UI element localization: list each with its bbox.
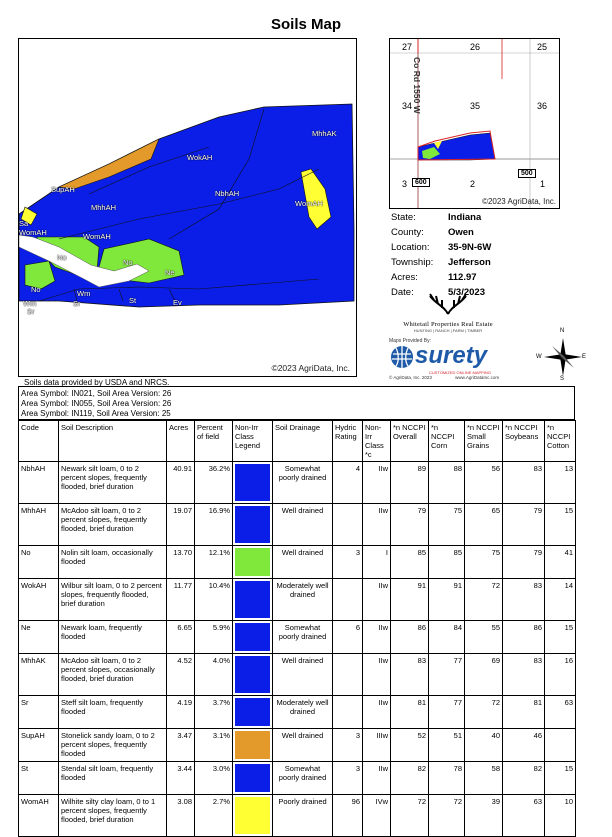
cell-percent: 3.0% [195, 762, 233, 795]
cell-code: MhhAK [19, 654, 59, 696]
table-row [19, 546, 576, 579]
cell-hydric [333, 654, 363, 696]
cell-nccpi-small-grains: 55 [465, 621, 503, 654]
cell-nccpi-overall: 85 [391, 546, 429, 579]
cell-percent: 3.7% [195, 696, 233, 729]
col-header: *n NCCPI Soybeans [503, 421, 545, 462]
cell-percent: 16.9% [195, 504, 233, 546]
section-number: 3 [402, 179, 408, 189]
cell-nccpi-overall: 83 [391, 654, 429, 696]
cell-class: IVw [363, 795, 391, 837]
cell-nccpi-corn: 72 [429, 795, 465, 837]
cell-code: WokAH [19, 579, 59, 621]
cell-percent: 3.1% [195, 729, 233, 762]
cell-nccpi-small-grains: 72 [465, 579, 503, 621]
cell-drainage: Well drained [273, 504, 333, 546]
map-label: No [57, 253, 67, 262]
col-header: Hydric Rating [333, 421, 363, 462]
area-symbols [18, 386, 575, 420]
col-header: Non-Irr Class Legend [233, 421, 273, 462]
map-label: Sa [19, 219, 29, 228]
cell-hydric: 3 [333, 729, 363, 762]
compass-icon [540, 332, 586, 382]
cell-hydric: 4 [333, 462, 363, 504]
legend-swatch [235, 581, 270, 618]
cell-nccpi-soybeans: 63 [503, 795, 545, 837]
cell-nccpi-cotton: 14 [545, 579, 576, 621]
cell-nccpi-small-grains: 39 [465, 795, 503, 837]
cell-legend [233, 579, 273, 621]
cell-percent: 2.7% [195, 795, 233, 837]
cell-nccpi-soybeans: 46 [503, 729, 545, 762]
cell-nccpi-cotton: 15 [545, 621, 576, 654]
col-header: Soil Drainage [273, 421, 333, 462]
compass-s: S [560, 376, 565, 382]
compass-n: N [560, 328, 565, 334]
cell-nccpi-soybeans: 81 [503, 696, 545, 729]
legend-swatch [235, 731, 270, 759]
location-map[interactable] [389, 38, 560, 209]
cell-nccpi-overall: 82 [391, 762, 429, 795]
cell-drainage: Well drained [273, 729, 333, 762]
cell-acres: 4.19 [167, 696, 195, 729]
cell-nccpi-cotton: 63 [545, 696, 576, 729]
cell-nccpi-corn: 84 [429, 621, 465, 654]
table-row [19, 504, 576, 546]
section-number: 35 [470, 101, 481, 111]
surety-wordmark: surety [415, 342, 488, 369]
section-number: 26 [470, 42, 481, 52]
cell-class: IIw [363, 579, 391, 621]
cell-nccpi-soybeans: 83 [503, 579, 545, 621]
compass-e: E [582, 354, 587, 360]
soils-table [18, 420, 576, 837]
info-row-acres: Acres: 112.97 [391, 272, 477, 283]
cell-percent: 5.9% [195, 621, 233, 654]
cell-nccpi-small-grains: 75 [465, 546, 503, 579]
cell-code: SupAH [19, 729, 59, 762]
cell-code: MhhAH [19, 504, 59, 546]
cell-drainage: Somewhat poorly drained [273, 621, 333, 654]
cell-nccpi-soybeans: 79 [503, 504, 545, 546]
col-header: *n NCCPI Small Grains [465, 421, 503, 462]
map-label: Ev [173, 298, 182, 307]
cell-nccpi-small-grains: 40 [465, 729, 503, 762]
cell-acres: 3.47 [167, 729, 195, 762]
table-row [19, 729, 576, 762]
cell-legend [233, 462, 273, 504]
cell-description: Stonelick sandy loam, 0 to 2 percent slopes, frequently flooded [59, 729, 167, 762]
map-label: SupAH [51, 185, 75, 194]
cell-nccpi-soybeans: 83 [503, 462, 545, 504]
cell-class: IIIw [363, 729, 391, 762]
route-shield: 500 [518, 169, 536, 178]
map-label: NbhAH [215, 189, 240, 198]
cell-nccpi-small-grains: 72 [465, 696, 503, 729]
cell-nccpi-overall: 52 [391, 729, 429, 762]
cell-nccpi-cotton: 15 [545, 762, 576, 795]
cell-code: Sr [19, 696, 59, 729]
cell-code: St [19, 762, 59, 795]
inset-copyright: ©2023 AgriData, Inc. [482, 197, 556, 206]
cell-legend [233, 729, 273, 762]
section-number: 2 [470, 179, 476, 189]
table-row [19, 462, 576, 504]
cell-nccpi-small-grains: 65 [465, 504, 503, 546]
legend-swatch [235, 506, 270, 543]
legend-swatch [235, 464, 270, 501]
cell-acres: 19.07 [167, 504, 195, 546]
map-label: Wm [23, 299, 37, 308]
map-label: Ne [165, 268, 175, 277]
legend-swatch [235, 764, 270, 792]
cell-nccpi-corn: 77 [429, 654, 465, 696]
info-row-location: Location: 35-9N-6W [391, 242, 492, 253]
col-header: *n NCCPI Cotton [545, 421, 576, 462]
cell-acres: 4.52 [167, 654, 195, 696]
compass-w: W [536, 354, 542, 360]
cell-drainage: Poorly drained [273, 795, 333, 837]
cell-class: I [363, 546, 391, 579]
table-header-row [19, 421, 576, 462]
info-row-township: Township: Jefferson [391, 257, 491, 268]
cell-drainage: Somewhat poorly drained [273, 762, 333, 795]
area-symbol-line: Area Symbol: IN119, Soil Area Version: 25 [21, 408, 171, 418]
info-row-date: Date: 5/3/2023 [391, 287, 485, 298]
table-row [19, 696, 576, 729]
cell-legend [233, 696, 273, 729]
map-label: Sr [73, 299, 81, 308]
section-number: 25 [537, 42, 548, 52]
cell-legend [233, 546, 273, 579]
cell-nccpi-cotton: 15 [545, 504, 576, 546]
whitetail-name: Whitetail Properties Real Estate [403, 321, 493, 328]
cell-percent: 4.0% [195, 654, 233, 696]
col-header: Soil Description [59, 421, 167, 462]
legend-swatch [235, 548, 270, 576]
cell-nccpi-cotton: 10 [545, 795, 576, 837]
cell-code: No [19, 546, 59, 579]
map-label: MhhAH [91, 203, 117, 212]
section-number: 34 [402, 101, 413, 111]
col-header: *n NCCPI Overall [391, 421, 429, 462]
map-label: St [129, 296, 137, 305]
cell-description: McAdoo silt loam, 0 to 2 percent slopes, occasionally flooded, brief duration [59, 654, 167, 696]
cell-nccpi-soybeans: 82 [503, 762, 545, 795]
cell-drainage: Moderately well drained [273, 579, 333, 621]
col-header: Non-Irr Class *c [363, 421, 391, 462]
cell-description: McAdoo silt loam, 0 to 2 percent slopes, frequently flooded, brief duration [59, 504, 167, 546]
cell-nccpi-overall: 86 [391, 621, 429, 654]
cell-code: NbhAH [19, 462, 59, 504]
compass-rose [536, 328, 587, 382]
whitetail-logo [388, 292, 508, 336]
col-header: Acres [167, 421, 195, 462]
table-row [19, 762, 576, 795]
cell-nccpi-overall: 89 [391, 462, 429, 504]
maps-provided-label: Maps Provided By: [389, 338, 431, 344]
map-label: Wm [77, 289, 91, 298]
cell-description: Stendal silt loam, frequently flooded [59, 762, 167, 795]
cell-acres: 6.65 [167, 621, 195, 654]
cell-nccpi-corn: 91 [429, 579, 465, 621]
legend-swatch [235, 698, 270, 726]
cell-description: Wilbur silt loam, 0 to 2 percent slopes, frequently flooded, brief duration [59, 579, 167, 621]
cell-hydric: 96 [333, 795, 363, 837]
cell-acres: 3.44 [167, 762, 195, 795]
area-symbol-line: Area Symbol: IN055, Soil Area Version: 26 [21, 398, 172, 408]
cell-percent: 36.2% [195, 462, 233, 504]
map-label: No [31, 285, 41, 294]
data-source-note: Soils data provided by USDA and NRCS. [24, 378, 170, 387]
cell-nccpi-overall: 72 [391, 795, 429, 837]
table-row [19, 654, 576, 696]
cell-drainage: Moderately well drained [273, 696, 333, 729]
cell-percent: 10.4% [195, 579, 233, 621]
legend-swatch [235, 656, 270, 693]
cell-legend [233, 762, 273, 795]
cell-nccpi-corn: 88 [429, 462, 465, 504]
table-row [19, 795, 576, 837]
cell-class: IIw [363, 462, 391, 504]
cell-nccpi-cotton: 16 [545, 654, 576, 696]
cell-nccpi-overall: 79 [391, 504, 429, 546]
cell-nccpi-overall: 91 [391, 579, 429, 621]
cell-class: IIw [363, 504, 391, 546]
cell-class: IIw [363, 696, 391, 729]
map-label: WomAH [19, 228, 47, 237]
cell-hydric [333, 504, 363, 546]
table-row [19, 579, 576, 621]
map-label: WomAH [83, 232, 111, 241]
cell-nccpi-corn: 75 [429, 504, 465, 546]
cell-nccpi-cotton [545, 729, 576, 762]
cell-nccpi-corn: 77 [429, 696, 465, 729]
surety-logo [389, 338, 539, 382]
cell-acres: 13.70 [167, 546, 195, 579]
location-info [391, 210, 561, 300]
map-label: WokAH [187, 153, 213, 162]
cell-description: Newark loam, frequently flooded [59, 621, 167, 654]
cell-acres: 3.08 [167, 795, 195, 837]
cell-nccpi-small-grains: 69 [465, 654, 503, 696]
section-number: 1 [540, 179, 546, 189]
surety-url: www.AgriDataInc.com [455, 375, 500, 380]
legend-swatch [235, 797, 270, 834]
section-number: 27 [402, 42, 413, 52]
cell-drainage: Well drained [273, 654, 333, 696]
map-label: MhhAK [312, 129, 337, 138]
cell-description: Newark silt loam, 0 to 2 percent slopes, frequently flooded, brief duration [59, 462, 167, 504]
cell-acres: 11.77 [167, 579, 195, 621]
col-header: *n NCCPI Corn [429, 421, 465, 462]
info-row-county: County: Owen [391, 227, 474, 238]
map-label: Sr [27, 307, 35, 316]
cell-code: WomAH [19, 795, 59, 837]
map-copyright: ©2023 AgriData, Inc. [271, 363, 350, 373]
cell-acres: 40.91 [167, 462, 195, 504]
cell-percent: 12.1% [195, 546, 233, 579]
soils-map[interactable] [18, 38, 357, 377]
cell-nccpi-soybeans: 86 [503, 621, 545, 654]
page-title: Soils Map [270, 16, 341, 33]
surety-tagline: CUSTOMIZED ONLINE MAPPING [429, 370, 491, 375]
cell-hydric: 3 [333, 762, 363, 795]
road-label: Co Rd 1550 W [412, 57, 422, 114]
cell-nccpi-small-grains: 58 [465, 762, 503, 795]
cell-nccpi-corn: 85 [429, 546, 465, 579]
whitetail-tagline: HUNTING | RANCH | FARM | TIMBER [413, 328, 483, 333]
map-label: No [123, 258, 133, 267]
cell-description: Steff silt loam, frequently flooded [59, 696, 167, 729]
table-row [19, 621, 576, 654]
area-symbol-line: Area Symbol: IN021, Soil Area Version: 26 [21, 389, 172, 398]
antler-icon [424, 292, 472, 316]
cell-nccpi-small-grains: 56 [465, 462, 503, 504]
cell-drainage: Well drained [273, 546, 333, 579]
cell-nccpi-soybeans: 83 [503, 654, 545, 696]
cell-description: Wilhite silty clay loam, 0 to 1 percent slopes, frequently flooded, brief duration [59, 795, 167, 837]
col-header: Percent of field [195, 421, 233, 462]
info-row-state: State: Indiana [391, 212, 482, 223]
cell-drainage: Somewhat poorly drained [273, 462, 333, 504]
legend-swatch [235, 623, 270, 651]
route-shield: 600 [412, 178, 430, 187]
cell-nccpi-soybeans: 79 [503, 546, 545, 579]
cell-hydric: 3 [333, 546, 363, 579]
cell-class: IIw [363, 762, 391, 795]
map-label: WomAH [295, 199, 323, 208]
cell-code: Ne [19, 621, 59, 654]
cell-nccpi-cotton: 13 [545, 462, 576, 504]
cell-nccpi-corn: 78 [429, 762, 465, 795]
surety-copyright: © AgriData, Inc. 2023 [389, 375, 432, 380]
cell-class: IIw [363, 654, 391, 696]
cell-nccpi-corn: 51 [429, 729, 465, 762]
section-number: 36 [537, 101, 548, 111]
cell-hydric [333, 696, 363, 729]
cell-legend [233, 621, 273, 654]
cell-legend [233, 795, 273, 837]
cell-nccpi-cotton: 41 [545, 546, 576, 579]
cell-legend [233, 654, 273, 696]
cell-hydric [333, 579, 363, 621]
col-header: Code [19, 421, 59, 462]
cell-legend [233, 504, 273, 546]
cell-class: IIw [363, 621, 391, 654]
cell-description: Nolin silt loam, occasionally flooded [59, 546, 167, 579]
cell-nccpi-overall: 81 [391, 696, 429, 729]
cell-hydric: 6 [333, 621, 363, 654]
